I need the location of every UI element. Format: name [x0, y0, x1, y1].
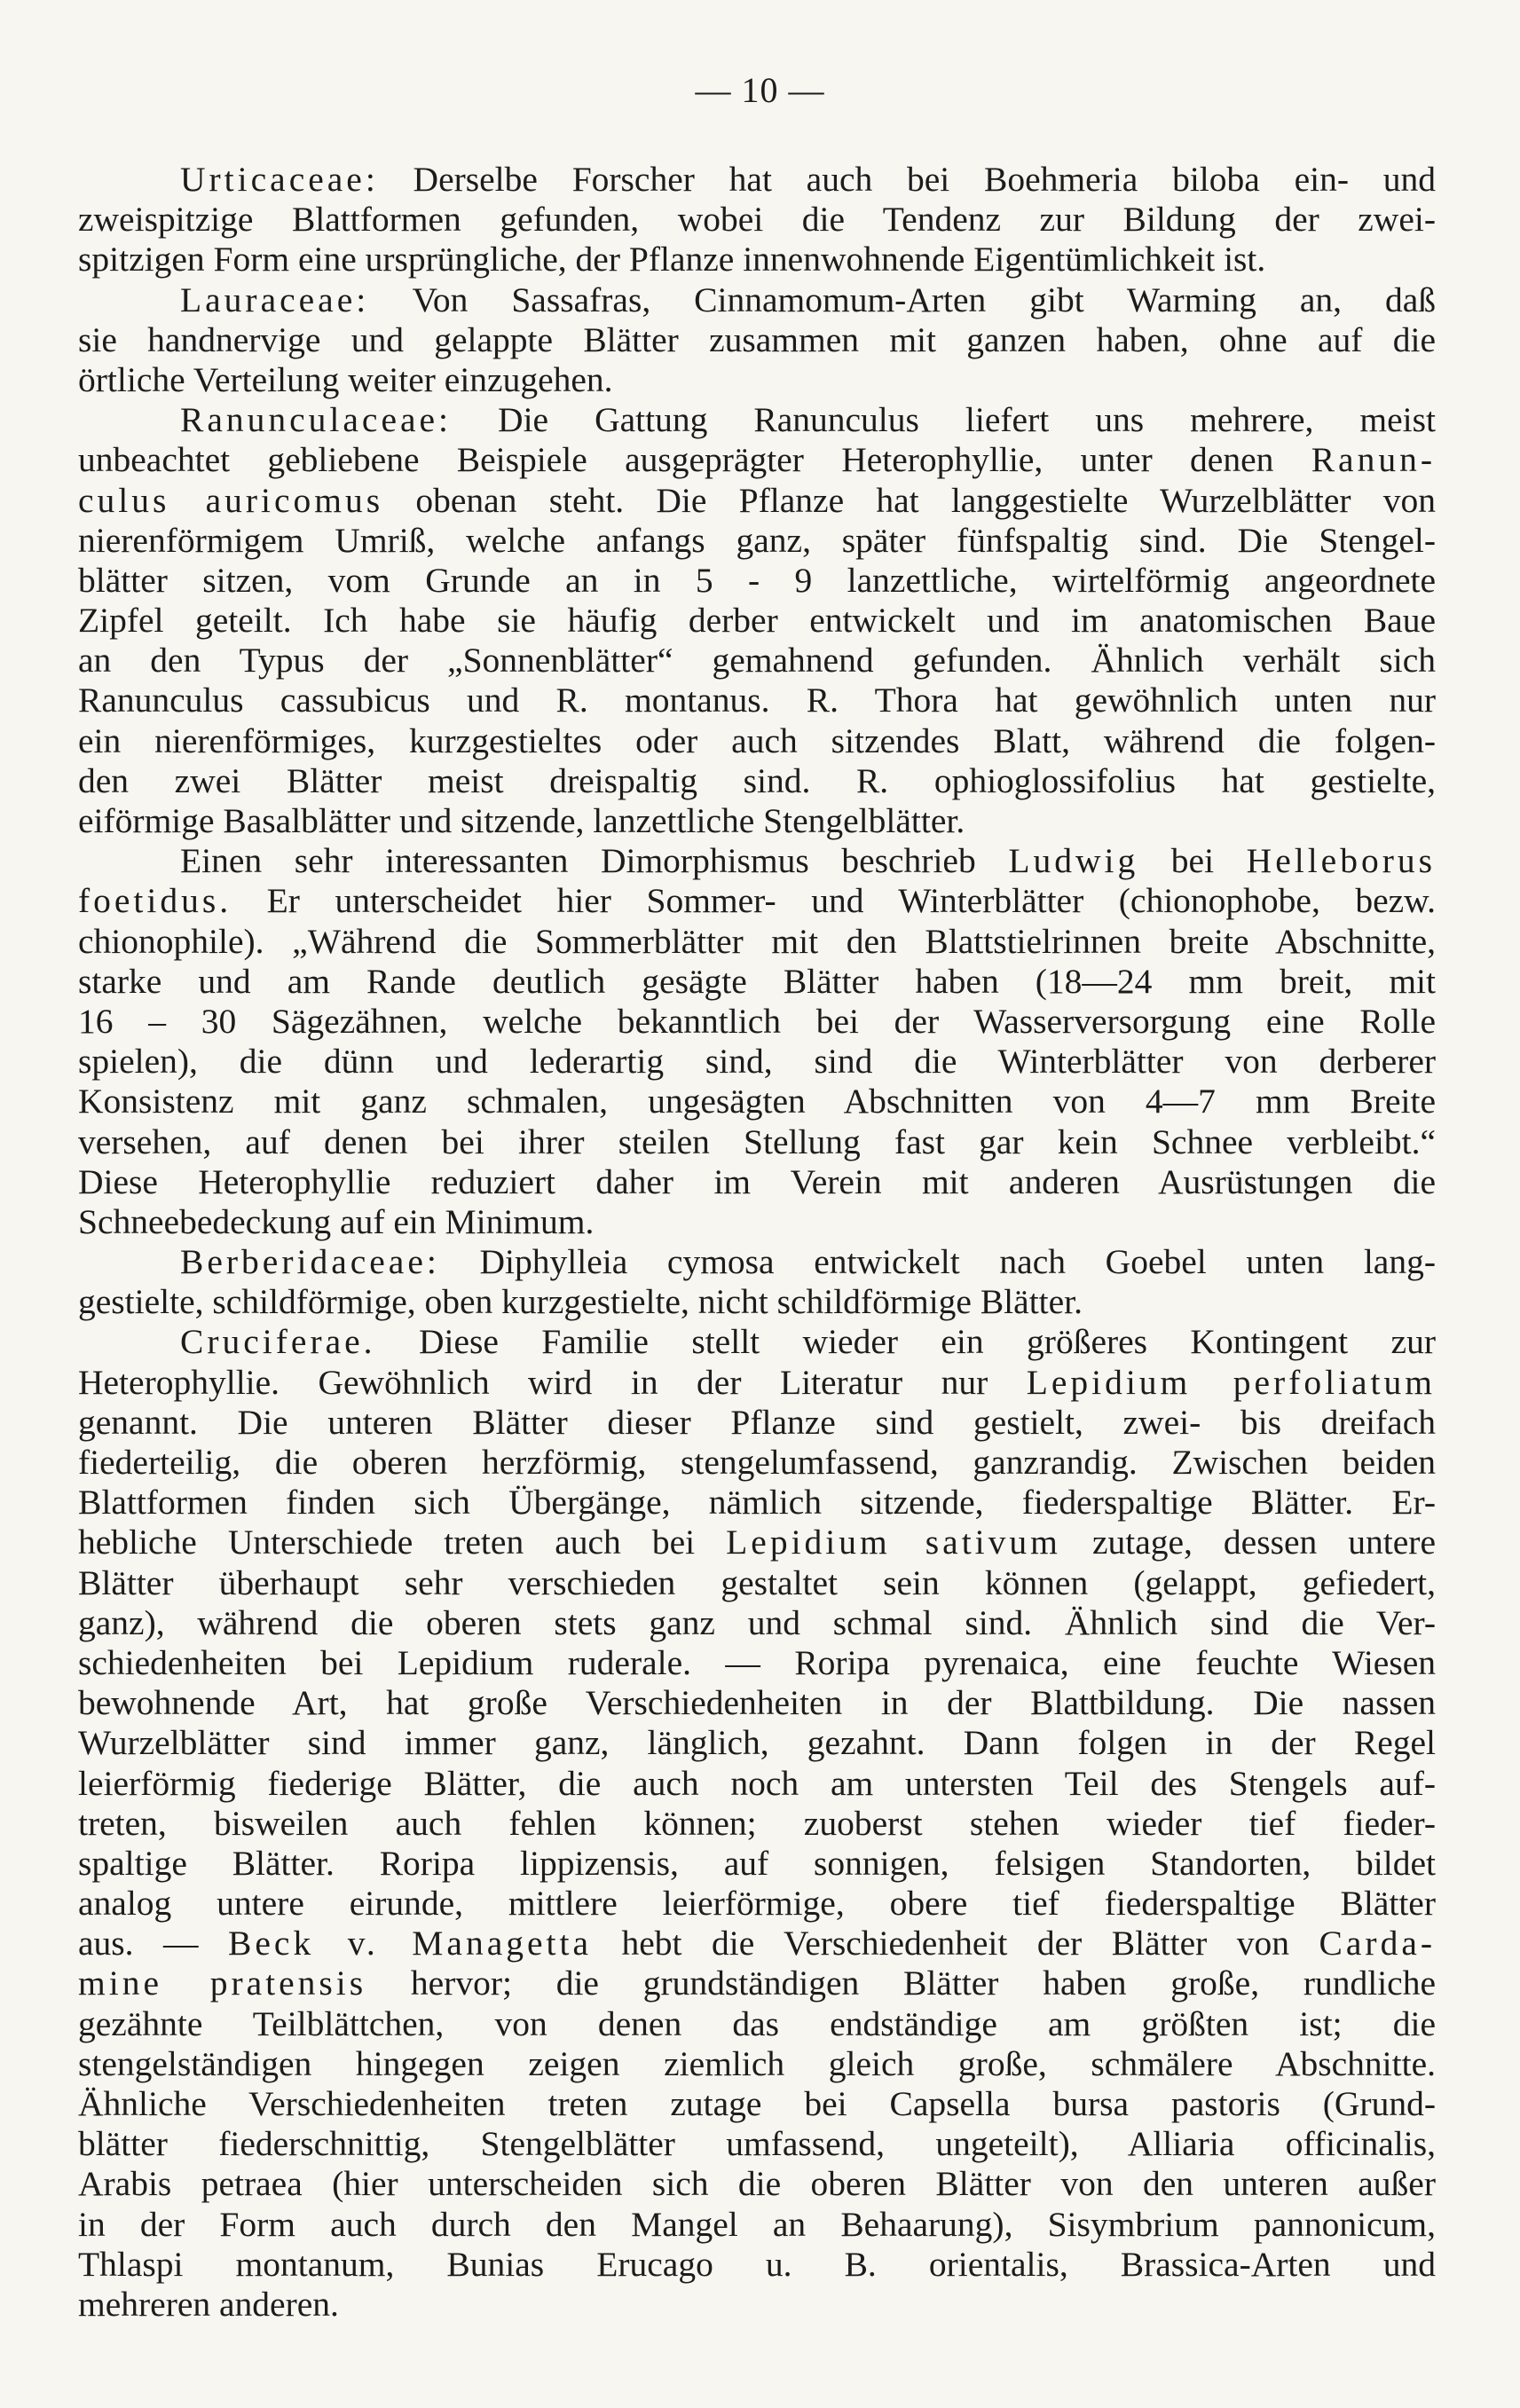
spaced-term: Berberidaceae: — [180, 1242, 440, 1282]
text-segment: chionophile). „Während die Sommerblätter mit den Blattstielrinnen breite Abschnitte, — [78, 921, 1436, 961]
text-segment: stengelständigen hingegen zeigen ziemlich gleich große, schmälere Abschnitte. — [78, 2043, 1436, 2083]
text-line — [78, 1322, 1436, 1362]
text-segment: hervor; die grundständigen Blätter haben große, rundliche — [366, 1963, 1436, 2003]
text-segment: hebliche Unterschiede treten auch bei — [78, 1523, 727, 1562]
text-segment: Von Sassafras, Cinnamomum-Arten gibt Warming an, daß — [369, 279, 1436, 319]
text-segment: obenan steht. Die Pflanze hat langgestielte Wurzelblätter von — [383, 480, 1436, 520]
text-segment: örtliche Verteilung weiter einzugehen. — [78, 359, 613, 399]
text-segment: Diese Familie stellt wieder ein größeres Kontingent zur — [375, 1322, 1436, 1362]
text-line — [78, 881, 1436, 921]
text-line — [78, 601, 1436, 641]
text-line — [78, 681, 1436, 720]
text-segment: Arabis petraea (hier unterscheiden sich die oberen Blätter von den unteren außer — [78, 2164, 1436, 2204]
text-line — [78, 2164, 1436, 2204]
text-line — [78, 1804, 1436, 1844]
text-segment: Ähnliche Verschiedenheiten treten zutage bei Capsella bursa pastoris (Grund- — [78, 2084, 1436, 2123]
text-segment: blätter fiederschnittig, Stengelblätter umfassend, ungeteilt), Alliaria officinalis, — [78, 2124, 1436, 2164]
text-segment: mehreren anderen. — [78, 2284, 339, 2324]
text-segment: Diese Heterophyllie reduziert daher im Verein mit anderen Ausrüstungen die — [78, 1161, 1436, 1201]
text-segment: spielen), die dünn und lederartig sind, sind die Winterblätter von derberer — [78, 1042, 1436, 1082]
text-segment: gezähnte Teilblättchen, von denen das endständige am größten ist; die — [78, 2003, 1436, 2043]
text-segment: genannt. Die unteren Blätter dieser Pflanze sind gestielt, zwei- bis dreifach — [78, 1402, 1436, 1442]
text-segment: Wurzelblätter sind immer ganz, länglich, gezahnt. Dann folgen in der Regel — [78, 1723, 1436, 1763]
text-segment: Die Gattung Ranunculus liefert uns mehrere, meist — [452, 400, 1436, 440]
text-line — [78, 280, 1436, 320]
text-segment: 16 – 30 Sägezähnen, welche bekanntlich bei der Wasserversorgung eine Rolle — [78, 1001, 1436, 1041]
text-segment: Schneebedeckung auf ein Minimum. — [78, 1201, 595, 1241]
text-line — [78, 2084, 1436, 2124]
text-line — [78, 2245, 1436, 2285]
text-segment: Diphylleia cymosa entwickelt nach Goebel unten lang- — [439, 1242, 1436, 1282]
text-segment: Heterophyllie. Gewöhnlich wird in der Literatur nur — [78, 1362, 1027, 1402]
text-line — [78, 1042, 1436, 1082]
text-segment: eiförmige Basalblätter und sitzende, lanzettliche Stengelblätter. — [78, 801, 965, 840]
text-line — [78, 801, 1436, 841]
text-line — [78, 320, 1436, 360]
text-segment: nierenförmigem Umriß, welche anfangs ganz, später fünfspaltig sind. Die Stengel- — [78, 520, 1436, 560]
text-line — [78, 1764, 1436, 1804]
text-line — [78, 2004, 1436, 2044]
text-segment: bewohnende Art, hat große Verschiedenheiten in der Blattbildung. Die nassen — [78, 1683, 1436, 1723]
text-segment: unbeachtet gebliebene Beispiele ausgeprägter Heterophyllie, unter denen — [78, 440, 1311, 480]
text-segment: sie handnervige und gelappte Blätter zusammen mit ganzen haben, ohne auf die — [78, 319, 1436, 359]
text-line — [78, 1403, 1436, 1443]
text-line — [78, 1523, 1436, 1562]
text-line — [78, 962, 1436, 1002]
text-line — [78, 721, 1436, 761]
text-segment: Thlaspi montanum, Bunias Erucago u. B. orientalis, Brassica-Arten und — [78, 2244, 1436, 2284]
text-segment: Er unterscheidet hier Sommer- und Winterblätter (chionophobe, bezw. — [232, 881, 1436, 921]
text-segment: Derselbe Forscher hat auch bei Boehmeria biloba ein- und — [378, 160, 1436, 199]
text-line — [78, 200, 1436, 240]
text-line — [78, 1162, 1436, 1202]
spaced-term: Carda- — [1319, 1924, 1436, 1963]
text-segment: ganz), während die oberen stets ganz und schmal sind. Ähnlich sind die Ver- — [78, 1602, 1436, 1642]
text-line — [78, 1603, 1436, 1643]
spaced-term: Lauraceae: — [180, 279, 370, 319]
text-segment: Einen sehr interessanten Dimorphismus beschrieb — [180, 841, 1009, 881]
text-line — [78, 1242, 1436, 1282]
spaced-term: Ranun- — [1311, 440, 1436, 480]
text-segment: Blätter überhaupt sehr verschieden gestaltet sein können (gelappt, gefiedert, — [78, 1562, 1436, 1602]
text-line — [78, 1363, 1436, 1403]
text-line — [78, 1563, 1436, 1603]
text-segment: ein nierenförmiges, kurzgestieltes oder auch sitzendes Blatt, während die folgen- — [78, 720, 1436, 760]
text-segment: analog untere eirunde, mittlere leierförmige, obere tief fiederspaltige Blätter — [78, 1884, 1436, 1924]
body-text — [78, 160, 1436, 2325]
text-segment: bei — [1138, 841, 1247, 881]
text-line — [78, 2124, 1436, 2164]
text-line — [78, 440, 1436, 480]
text-line — [78, 1002, 1436, 1042]
text-line — [78, 360, 1436, 400]
text-line — [78, 1963, 1436, 2003]
spaced-term: culus auricomus — [78, 480, 384, 520]
text-line — [78, 1683, 1436, 1723]
text-line — [78, 841, 1436, 881]
text-line — [78, 1924, 1436, 1963]
text-segment: aus. — — [78, 1924, 229, 1963]
text-segment: Zipfel geteilt. Ich habe sie häufig derber entwickelt und im anatomischen Baue — [78, 601, 1436, 641]
text-line — [78, 641, 1436, 681]
text-line — [78, 1483, 1436, 1523]
text-line — [78, 561, 1436, 601]
text-segment: fiederteilig, die oberen herzförmig, stengelumfassend, ganzrandig. Zwischen beiden — [78, 1443, 1436, 1482]
text-line — [78, 1643, 1436, 1683]
text-line — [78, 1122, 1436, 1162]
text-segment: leierförmig fiederige Blätter, die auch noch am untersten Teil des Stengels auf- — [78, 1763, 1436, 1803]
text-line — [78, 240, 1436, 279]
text-line — [78, 1443, 1436, 1483]
text-line — [78, 2205, 1436, 2245]
spaced-term: Beck v. Managetta — [228, 1924, 592, 1963]
text-segment: Ranunculus cassubicus und R. montanus. R. Thora hat gewöhnlich unten nur — [78, 681, 1436, 720]
text-line — [78, 922, 1436, 962]
text-line — [78, 1282, 1436, 1322]
text-segment: treten, bisweilen auch fehlen können; zuoberst stehen wieder tief fieder- — [78, 1803, 1436, 1843]
text-line — [78, 761, 1436, 801]
text-line — [78, 481, 1436, 521]
spaced-term: foetidus. — [78, 881, 232, 921]
text-line — [78, 1884, 1436, 1924]
text-segment: Konsistenz mit ganz schmalen, ungesägten Abschnitten von 4—7 mm Breite — [78, 1082, 1436, 1121]
spaced-term: Cruciferae. — [180, 1322, 376, 1362]
text-segment: blätter sitzen, vom Grunde an in 5 - 9 lanzettliche, wirtelförmig angeordnete — [78, 560, 1436, 600]
text-line — [78, 521, 1436, 561]
spaced-term: Ranunculaceae: — [180, 400, 453, 440]
spaced-term: mine pratensis — [78, 1963, 367, 2003]
spaced-term: Lepidium perfoliatum — [1026, 1362, 1436, 1402]
text-segment: spitzigen Form eine ursprüngliche, der Pflanze innenwohnende Eigentümlichkeit ist. — [78, 240, 1266, 279]
spaced-term: Urticaceae: — [180, 160, 379, 199]
text-line — [78, 1202, 1436, 1242]
spaced-term: Ludwig — [1008, 841, 1139, 881]
page-number: — 10 — — [695, 70, 825, 110]
text-segment: starke und am Rande deutlich gesägte Blätter haben (18—24 mm breit, mit — [78, 961, 1436, 1001]
text-segment: an den Typus der „Sonnenblätter“ gemahnend gefunden. Ähnlich verhält sich — [78, 641, 1436, 681]
text-segment: Blattformen finden sich Übergänge, nämlich sitzende, fiederspaltige Blätter. Er- — [78, 1483, 1436, 1523]
text-segment: schiedenheiten bei Lepidium ruderale. — Roripa pyrenaica, eine feuchte Wiesen — [78, 1642, 1436, 1682]
spaced-term: Helleborus — [1246, 841, 1436, 881]
spaced-term: Lepidium sativum — [726, 1523, 1061, 1562]
text-segment: zutage, dessen untere — [1060, 1523, 1436, 1562]
text-line — [78, 1844, 1436, 1884]
text-line — [78, 1082, 1436, 1121]
text-line — [78, 1723, 1436, 1763]
text-line — [78, 160, 1436, 200]
text-segment: versehen, auf denen bei ihrer steilen Stellung fast gar kein Schnee verbleibt.“ — [78, 1121, 1436, 1161]
text-segment: spaltige Blätter. Roripa lippizensis, auf sonnigen, felsigen Standorten, bildet — [78, 1843, 1436, 1883]
text-line — [78, 2044, 1436, 2084]
text-segment: den zwei Blätter meist dreispaltig sind. R. ophioglossifolius hat gestielte, — [78, 760, 1436, 800]
text-line — [78, 2285, 1436, 2325]
text-segment: gestielte, schildförmige, oben kurzgestielte, nicht schildförmige Blätter. — [78, 1282, 1083, 1322]
text-line — [78, 400, 1436, 440]
text-segment: in der Form auch durch den Mangel an Behaarung), Sisymbrium pannonicum, — [78, 2204, 1436, 2244]
text-segment: zweispitzige Blattformen gefunden, wobei die Tendenz zur Bildung der zwei- — [78, 200, 1436, 240]
text-segment: hebt die Verschiedenheit der Blätter von — [591, 1924, 1319, 1963]
